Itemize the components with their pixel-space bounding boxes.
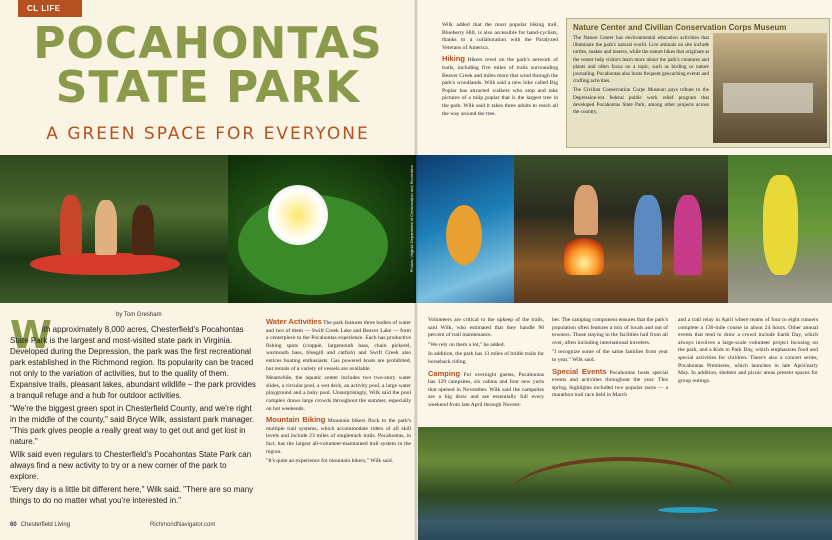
canoe-shape [658,507,718,513]
column-camping [428,317,544,412]
water-p2: Meanwhile, the aquatic center includes two two-story water slides, a circular pool, a wet deck, an activity pool, a large water playground and a baby pool. Unsurprisingly, Wilk said the pool complex draws large crowds throughout the summer, especially on hot weekends. [266,375,411,412]
biking-p2: "It's quite an experience for mountain bikers," Wilk said. [266,458,394,465]
hiking-heading: Hiking [442,54,465,64]
water-slide-photo [416,155,514,303]
cyclist-figure [763,175,798,275]
section-tag: CL LIFE [18,0,82,17]
intro-paragraph: Wilk said even regulars to Chesterfield's Pocahontas State Park can always find a new activity to try or a new corner of the park to explore. [10,450,252,481]
kayak-photo [0,155,228,303]
camping-quote: "I recognize some of the same families from year to year," Wilk said. [552,349,668,363]
sidebar-title: Nature Center and Civilian Conservation Corps Museum [573,23,787,32]
biking-continued: Wilk added that the most popular biking trail, Blueberry Hill, is also accessible for hand-cyclists, thanks to a collaboration with the Paralyzed Veterans of America. [442,22,558,51]
lily-flower-shape [268,185,328,245]
kayak-shape [30,253,180,275]
biking-p1: Mountain bikers flock to the park's multiple trail systems, which accommodate riders of all skill levels and include 23 miles of singletrack trails. Pocahontas, in fact, has the largest all-volunteer-maintained trail system in the region. [266,418,412,455]
museum-sidebar [566,18,830,148]
bridge-photo [418,427,832,540]
trails-p2: "We rely on them a lot," he added. [428,341,505,348]
page-footer [10,522,70,528]
water-lily-photo [228,155,416,303]
intro-paragraph: "Every day is a little bit different here," Wilk said. "There are so many things to do no matter what you're interested in." [10,485,254,505]
person-figure [634,195,662,275]
dog-figure [132,205,154,255]
page-number: 60 [10,522,17,528]
intro-paragraph: "We're the biggest green spot in Chesterfield County, and we're right in the middle of the county," said Bryce Wilk, assistant park manager. "This park gives people a really great way to get out and get lost in nature." [10,404,255,446]
photo-credit: Photos: Virginia Department of Conservation and Recreation [409,165,414,273]
water-p1: The park features three bodies of water and two of them — Swift Creek Lake and Beaver Lake — form a centerpiece to the Pocahontas experience. Each has productive fishing spots (crappie, largemouth bass, chain pickerel, warmouth bass, bluegill and catfish) and Swift Creek also entices boating enthusiasts. Gas powered boats are prohibited, but rentals of a variety of vessels are available. [266,320,411,372]
events-heading: Special Events [552,366,607,376]
sidebar-p2: The Civilian Conservation Corps Museum pays tribute to the Depression-era federal public work relief program that developed Pocahontas State Park, among other projects across the country. [573,87,709,116]
trails-p1: Volunteers are critical to the upkeep of the trails, said Wilk, who estimated that they handle 90 percent of trail maintenance. [428,317,544,339]
drop-cap: W [10,313,52,357]
campfire-photo [514,155,728,303]
person-figure [674,195,702,275]
byline: by Tom Gresham [116,312,162,318]
trails-p3: In addition, the park has 13 miles of bridle trails for horseback riding. [428,351,544,365]
column-water-biking [266,317,411,468]
bridge-shape [508,457,738,497]
museum-photo [713,33,827,143]
events-continued: and a trail relay in April where teams of four to eight runners complete a 130-mile course in about 24 hours. Other annual events that tend to draw a crowd include Earth Day, which always involves a large-scale volunteer project focusing on the park, and a Kids to Park Day, which emphasizes food and special activities for children. There's also a concert series, Pocahontas Premieres, which launches in late April/early May. In addition, shelters and picnic areas present spaces for group outings. [678,317,818,384]
person-figure [60,195,82,255]
display-case-shape [723,83,813,113]
person-figure [574,185,598,235]
title-line-2: STATE PARK [55,62,361,113]
camping-continued: ber. The camping component ensures that the park's population often features a mix of locals and out of towners. Those staying in the facilities hail from all over, often including international travelers. [552,317,668,346]
publication-name: Chesterfield Living [20,522,71,528]
column-hiking [442,22,558,120]
biking-heading: Mountain Biking [266,415,326,425]
intro-paragraph: ith approximately 8,000 acres, Chesterfield's Pocahontas State Park is the largest and most-visited state park in Virginia. Developed during the Depression, the park was the first recreational park established in the Richmond region. Its popularity can be traced not only to the variation of activities, but to the quality of them. Expansive trails, pleasant lakes, abundant wildlife – the park provides a tranquil refuge and a hub for outdoor activities. [10,325,256,400]
water-heading: Water Activities [266,317,322,326]
hiking-text: Hikers revel on the park's network of trails, including five miles of trails surrounding Beaver Creek and miles more that wind through the park's woodlands. Wilk said a new hike called Big Poplar has attracted walkers who stop and take pictures of a tulip poplar that is the largest tree in the park. Wilk said it takes three adults to reach all the way around the tree. [442,57,558,117]
column-events [552,317,668,402]
footer-url: RichmondNavigator.com [150,522,216,528]
cyclist-photo [728,155,832,303]
sidebar-text [573,35,709,118]
camping-text: For overnight guests, Pocahontas has 129 campsites, six cabins and four new yurts that opened in November. Wilk said the campsites are a big draw and are essentially full every weekend from late April through Novem- [428,371,545,408]
slider-figure [446,205,482,265]
title-line-1: POCAHONTAS [33,18,383,69]
person-figure [95,200,117,255]
sidebar-p1: The Nature Center has environmental education activities that illuminate the park's natural world. Live animals on site include turtles, snakes and insects, while the nature hikes that originate at the center help visitors learn more about the park's creatures and plants and often focus on a topic, such as birding or nature journaling. Pocahontas also hosts frequent geocaching events and crafting activities. [573,35,709,85]
events-text: Pocahontas hosts special events and activities throughout the year. This spring, highlights included two popular races — a marathon trail race held in March [552,369,668,399]
column-events-continued [678,317,818,387]
camping-heading: Camping [428,368,461,378]
subtitle: A GREEN SPACE FOR EVERYONE [46,124,370,144]
campfire-shape [564,235,604,275]
intro-text [10,324,256,508]
page-gutter [414,0,418,540]
